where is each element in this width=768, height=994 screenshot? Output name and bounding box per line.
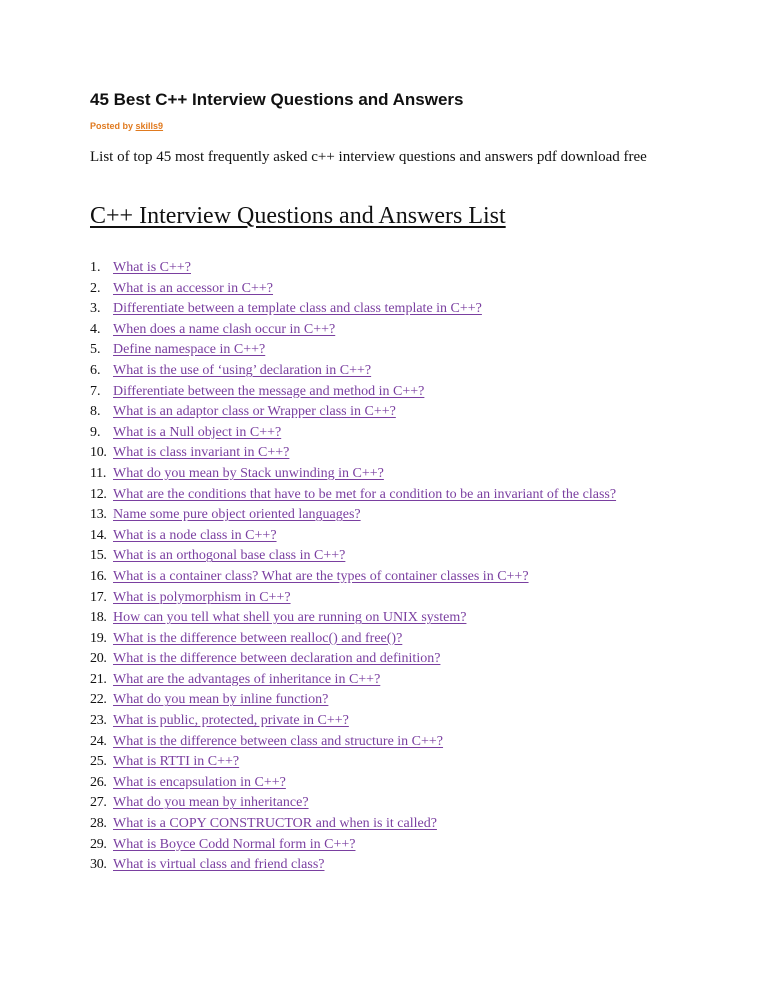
question-number: 13. [90, 507, 107, 523]
question-item [90, 258, 690, 279]
question-item [90, 382, 690, 403]
question-item [90, 752, 690, 773]
question-number: 1. [90, 260, 101, 275]
question-item [90, 649, 690, 670]
question-item [90, 526, 690, 547]
question-link[interactable]: What is a node class in C++? [113, 527, 277, 543]
question-item [90, 608, 690, 629]
question-link[interactable]: Name some pure object oriented languages? [113, 507, 361, 523]
question-item [90, 835, 690, 856]
intro-paragraph: List of top 45 most frequently asked c++ interview questions and answers pdf download free [90, 149, 647, 165]
posted-by-label: Posted by [90, 121, 134, 131]
question-link[interactable]: What do you mean by inheritance? [113, 795, 309, 811]
question-link[interactable]: What is an adaptor class or Wrapper class in C++? [113, 404, 396, 420]
question-item [90, 464, 690, 485]
question-item [90, 711, 690, 732]
question-number: 17. [90, 589, 107, 605]
question-link[interactable]: What is encapsulation in C++? [113, 774, 286, 790]
question-link[interactable]: What is a container class? What are the types of container classes in C++? [113, 568, 529, 584]
question-link[interactable]: Differentiate between the message and method in C++? [113, 383, 425, 399]
question-item [90, 732, 690, 753]
question-link[interactable]: What are the conditions that have to be met for a condition to be an invariant of the class? [113, 486, 617, 502]
question-link[interactable]: What is polymorphism in C++? [113, 589, 291, 605]
question-number: 3. [90, 301, 101, 317]
question-link[interactable]: What is the difference between class and structure in C++? [113, 733, 444, 749]
question-number: 25. [90, 754, 107, 770]
question-number: 7. [90, 383, 101, 399]
question-item [90, 588, 690, 609]
question-number: 22. [90, 692, 107, 708]
author-link[interactable]: skills9 [135, 121, 164, 131]
question-number: 14. [90, 527, 107, 543]
question-number: 4. [90, 321, 101, 337]
question-item [90, 279, 690, 300]
question-item [90, 361, 690, 382]
question-list [90, 258, 690, 876]
question-item [90, 443, 690, 464]
question-number: 20. [90, 651, 107, 667]
question-item [90, 855, 690, 876]
page-title: 45 Best C++ Interview Questions and Answers [90, 90, 464, 109]
question-number: 18. [90, 610, 107, 626]
question-number: 23. [90, 713, 107, 729]
question-link[interactable]: What is a COPY CONSTRUCTOR and when is it called? [113, 816, 437, 832]
question-link[interactable]: What is the difference between realloc() and free()? [113, 630, 403, 646]
question-item [90, 629, 690, 650]
question-link[interactable]: What is an accessor in C++? [113, 280, 274, 296]
question-number: 9. [90, 424, 101, 440]
question-number: 21. [90, 671, 107, 687]
question-item [90, 423, 690, 444]
posted-by-line [90, 121, 163, 131]
question-link[interactable]: What are the advantages of inheritance in C++? [113, 671, 381, 687]
question-item [90, 299, 690, 320]
question-number: 5. [90, 342, 101, 358]
question-link[interactable]: What is virtual class and friend class? [113, 857, 325, 873]
question-number: 19. [90, 630, 107, 646]
question-item [90, 485, 690, 506]
question-link[interactable]: How can you tell what shell you are running on UNIX system? [113, 610, 467, 626]
question-number: 24. [90, 733, 107, 749]
question-link[interactable]: What do you mean by Stack unwinding in C++? [113, 465, 384, 481]
question-number: 2. [90, 280, 101, 296]
question-number: 30. [90, 857, 107, 873]
question-link[interactable]: What is public, protected, private in C++? [113, 713, 349, 729]
question-link[interactable]: Define namespace in C++? [113, 342, 266, 358]
question-link[interactable]: What is C++? [113, 260, 191, 275]
question-link[interactable]: What is the difference between declaration and definition? [113, 651, 441, 667]
question-link[interactable]: What is the use of ‘using’ declaration in C++? [113, 362, 372, 378]
question-item [90, 773, 690, 794]
question-number: 29. [90, 836, 107, 852]
question-item [90, 320, 690, 341]
question-item [90, 567, 690, 588]
question-link[interactable]: What is RTTI in C++? [113, 754, 240, 770]
question-link[interactable]: What is a Null object in C++? [113, 424, 282, 440]
question-link[interactable]: What do you mean by inline function? [113, 692, 329, 708]
question-number: 6. [90, 362, 101, 378]
question-item [90, 793, 690, 814]
question-item [90, 670, 690, 691]
question-number: 8. [90, 404, 101, 420]
question-number: 16. [90, 568, 107, 584]
question-number: 11. [90, 465, 107, 481]
question-number: 27. [90, 795, 107, 811]
question-item [90, 340, 690, 361]
question-item [90, 505, 690, 526]
question-item [90, 690, 690, 711]
question-item [90, 546, 690, 567]
question-number: 10. [90, 445, 107, 461]
question-link[interactable]: What is class invariant in C++? [113, 445, 290, 461]
question-item [90, 814, 690, 835]
question-link[interactable]: What is an orthogonal base class in C++? [113, 548, 346, 564]
question-link[interactable]: Differentiate between a template class and class template in C++? [113, 301, 482, 317]
question-number: 12. [90, 486, 107, 502]
question-number: 28. [90, 816, 107, 832]
section-heading: C++ Interview Questions and Answers List [90, 203, 506, 229]
question-number: 15. [90, 548, 107, 564]
question-item [90, 402, 690, 423]
question-link[interactable]: What is Boyce Codd Normal form in C++? [113, 836, 356, 852]
question-number: 26. [90, 774, 107, 790]
question-link[interactable]: When does a name clash occur in C++? [113, 321, 336, 337]
